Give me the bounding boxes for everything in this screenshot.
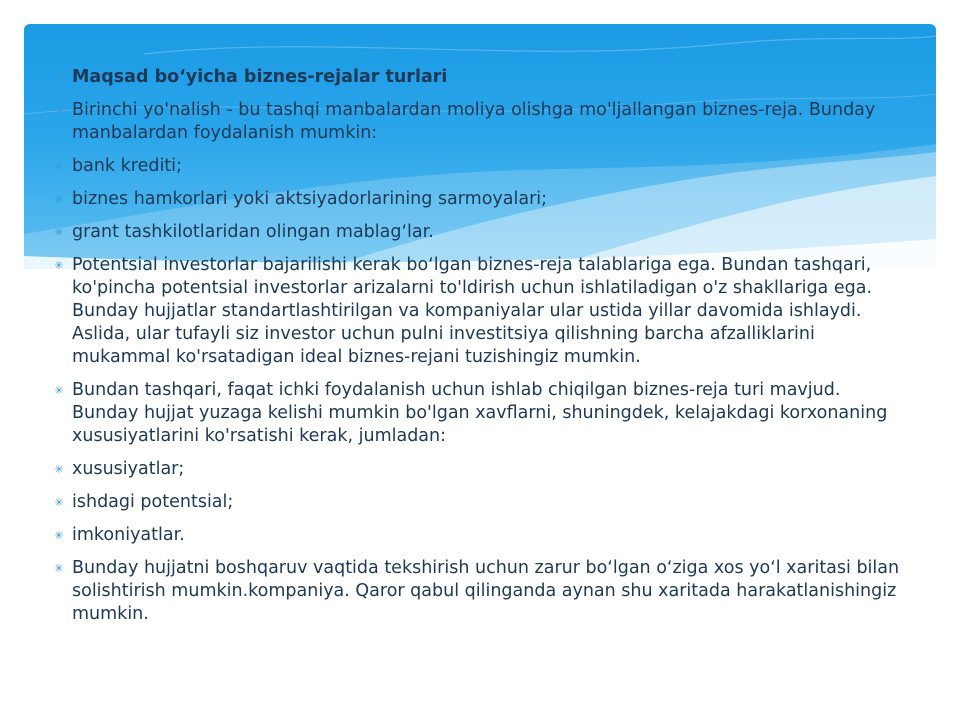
bullet-list bbox=[52, 66, 912, 636]
list-item bbox=[52, 155, 912, 178]
list-item-text: bank krediti; bbox=[72, 156, 182, 176]
asterisk-bullet-icon: ✳ bbox=[54, 463, 64, 476]
list-item-text: grant tashkilotlaridan olingan mablagʻlar. bbox=[72, 222, 434, 242]
asterisk-bullet-icon: ✳ bbox=[54, 193, 64, 206]
list-item bbox=[52, 379, 912, 448]
list-item-text: Potentsial investorlar bajarilishi kerak boʻlgan biznes-reja talablariga ega. Bundan tashqari, ko'pincha potentsial investorlar arizalarni to'ldirish uchun ishlatiladigan o'z shakllariga ega. Bunday hujjatlar standartlashtirilgan va kompaniyalar ular ustida yillar davomida ishlaydi. Aslida, ular tufayli siz investor uchun pulni investitsiya qilishning barcha afzalliklarini mukammal ko'rsatadigan ideal biznes-rejani tuzishingiz mumkin. bbox=[72, 255, 873, 367]
list-item bbox=[52, 254, 912, 369]
asterisk-bullet-icon: ✳ bbox=[54, 562, 64, 575]
list-item bbox=[52, 188, 912, 211]
list-item-text: Maqsad boʻyicha biznes-rejalar turlari bbox=[72, 67, 448, 87]
list-item-text: imkoniyatlar. bbox=[72, 525, 185, 545]
list-item bbox=[52, 99, 912, 145]
list-item bbox=[52, 458, 912, 481]
list-item-text: biznes hamkorlari yoki aktsiyadorlarining sarmoyalari; bbox=[72, 189, 548, 209]
asterisk-bullet-icon: ✳ bbox=[54, 384, 64, 397]
asterisk-bullet-icon: ✳ bbox=[54, 71, 64, 84]
list-item-text: Bunday hujjatni boshqaruv vaqtida tekshirish uchun zarur boʻlgan oʻziga xos yoʻl xaritasi bilan solishtirish mumkin.kompaniya. Qaror qabul qilinganda aynan shu xaritada harakatlanishingiz mumkin. bbox=[72, 558, 900, 624]
asterisk-bullet-icon: ✳ bbox=[54, 259, 64, 272]
list-item-text: ishdagi potentsial; bbox=[72, 492, 234, 512]
asterisk-bullet-icon: ✳ bbox=[54, 160, 64, 173]
list-item bbox=[52, 524, 912, 547]
asterisk-bullet-icon: ✳ bbox=[54, 496, 64, 509]
list-item bbox=[52, 221, 912, 244]
list-item-text: xususiyatlar; bbox=[72, 459, 185, 479]
list-item-text: Bundan tashqari, faqat ichki foydalanish uchun ishlab chiqilgan biznes-reja turi mavjud. Bunday hujjat yuzaga kelishi mumkin bo'lgan xavflarni, shuningdek, kelajakdagi korxonaning xususiyatlarini ko'rsatishi kerak, jumladan: bbox=[72, 380, 888, 446]
list-item-text: Birinchi yo'nalish - bu tashqi manbalardan moliya olishga mo'ljallangan biznes-reja. Bunday manbalardan foydalanish mumkin: bbox=[72, 100, 876, 143]
asterisk-bullet-icon: ✳ bbox=[54, 226, 64, 239]
asterisk-bullet-icon: ✳ bbox=[54, 104, 64, 117]
list-item bbox=[52, 491, 912, 514]
asterisk-bullet-icon: ✳ bbox=[54, 529, 64, 542]
slide-heading bbox=[52, 66, 912, 89]
list-item bbox=[52, 557, 912, 626]
